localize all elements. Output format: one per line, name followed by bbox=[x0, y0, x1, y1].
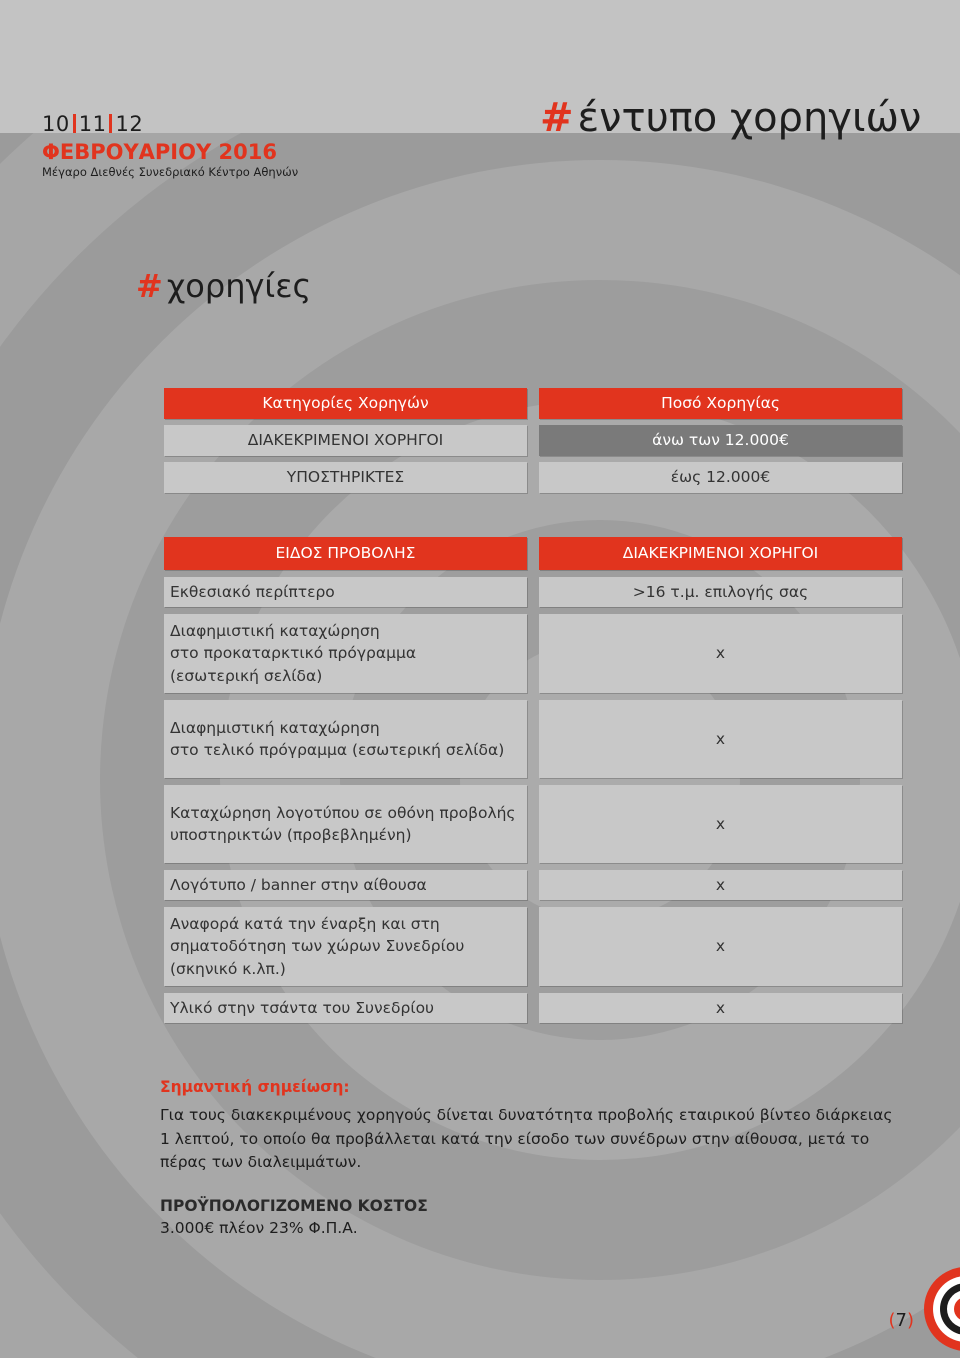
benefit-row-2-value: x bbox=[539, 614, 902, 693]
category-row-2-amount: έως 12.000€ bbox=[539, 462, 902, 493]
benefit-row-2-type: Διαφημιστική καταχώρηση στο προκαταρκτικό πρόγραμμα (εσωτερική σελίδα) bbox=[164, 614, 527, 693]
benefit-row-5-type: Λογότυπο / banner στην αίθουσα bbox=[164, 870, 527, 900]
categories-header-amount: Ποσό Χορηγίας bbox=[539, 388, 902, 419]
section-title: # χορηγίες bbox=[136, 267, 312, 305]
benefit-row-1-type: Εκθεσιακό περίπτερο bbox=[164, 577, 527, 607]
event-month: ΦΕΒΡΟΥΑΡΙΟΥ 2016 bbox=[42, 140, 277, 164]
benefit-row-4-type: Καταχώρηση λογοτύπου σε οθόνη προβολής υποστηρικτών (προβεβλημένη) bbox=[164, 785, 527, 863]
cost-text: 3.000€ πλέον 23% Φ.Π.Α. bbox=[160, 1219, 358, 1237]
note-text: Για τους διακεκριμένους χορηγούς δίνεται δυνατότητα προβολής εταιρικού βίντεο διάρκειας 1 λεπτού, το οποίο θα προβάλλεται κατά την είσοδο των συνέδρων στην αίθουσα, μετά το πέρας των διαλειμμάτων. bbox=[160, 1106, 893, 1171]
document-title: # έντυπο χορηγιών bbox=[540, 95, 922, 141]
benefits-header-sponsors: ΔΙΑΚΕΚΡΙΜΕΝΟΙ ΧΟΡΗΓΟΙ bbox=[539, 537, 902, 570]
event-venue: Μέγαρο Διεθνές Συνεδριακό Κέντρο Αθηνών bbox=[42, 165, 299, 179]
category-row-2-name: ΥΠΟΣΤΗΡΙΚΤΕΣ bbox=[164, 462, 527, 493]
benefit-row-3-type: Διαφημιστική καταχώρηση στο τελικό πρόγραμμα (εσωτερική σελίδα) bbox=[164, 700, 527, 778]
category-row-1-amount: άνω των 12.000€ bbox=[539, 425, 902, 456]
benefit-row-7-value: x bbox=[539, 993, 902, 1023]
note-title: Σημαντική σημείωση: bbox=[160, 1078, 350, 1096]
page-number: (7) bbox=[888, 1310, 914, 1331]
event-dates: 10 11 12 bbox=[42, 112, 144, 136]
category-row-1-name: ΔΙΑΚΕΚΡΙΜΕΝΟΙ ΧΟΡΗΓΟΙ bbox=[164, 425, 527, 456]
benefit-row-6-value: x bbox=[539, 907, 902, 986]
benefit-row-3-value: x bbox=[539, 700, 902, 778]
benefit-row-7-type: Υλικό στην τσάντα του Συνεδρίου bbox=[164, 993, 527, 1023]
cost-title: ΠΡΟΫΠΟΛΟΓΙΖΟΜΕΝΟ ΚΟΣΤΟΣ bbox=[160, 1197, 428, 1215]
benefit-row-4-value: x bbox=[539, 785, 902, 863]
categories-header-category: Κατηγορίες Χορηγών bbox=[164, 388, 527, 419]
benefit-row-1-value: >16 τ.μ. επιλογής σας bbox=[539, 577, 902, 607]
target-logo-icon bbox=[918, 1260, 960, 1358]
hash-icon: # bbox=[136, 267, 163, 305]
hash-icon: # bbox=[540, 95, 574, 141]
benefit-row-5-value: x bbox=[539, 870, 902, 900]
benefits-header-type: ΕΙΔΟΣ ΠΡΟΒΟΛΗΣ bbox=[164, 537, 527, 570]
benefit-row-6-type: Αναφορά κατά την έναρξη και στη σηματοδότηση των χώρων Συνεδρίου (σκηνικό κ.λπ.) bbox=[164, 907, 527, 986]
